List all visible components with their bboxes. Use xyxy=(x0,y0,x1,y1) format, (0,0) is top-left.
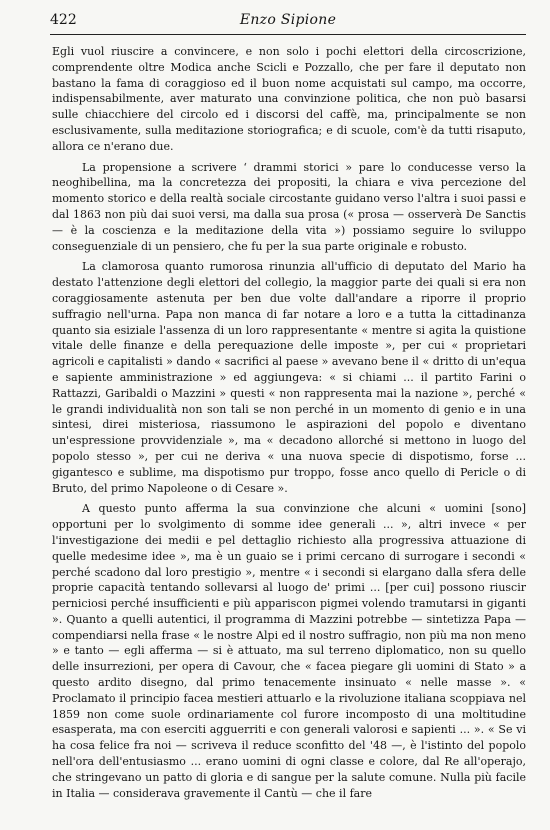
paragraph-4: A questo punto afferma la sua convinzione che alcuni « uomini [sono] opportuni per lo svolgimento di somme idee generali ... », altri invece « per l'investigazione dei medii e pel dettaglio richiesto alla progressiva attuazione di quelle medesime idee », ma è un guaio se i primi cercano di surrogare i secondi « perché scadono dal loro prestigio », mentre « i secondi si elargano dalla sfera delle proprie capacità tentando sollevarsi al luogo de' primi ... [per cui] possono riuscir perniciosi perché insufficienti e più appariscon pigmei volendo tramutarsi in giganti ». Quanto a quelli autentici, il programma di Mazzini potrebbe — sintetizza Papa — compendiarsi nella frase « le nostre Alpi ed il nostro suffragio, non più ma non meno » e tanto — egli afferma — si è attuato, ma sul terreno diplomatico, non su quello delle insurrezioni, per opera di Cavour, che « facea piegare gli uomini di Stato » a questo ardito disegno, dal primo tenacemente insinuato « nelle masse ». « Proclamato il principio facea mestieri attuarlo e la rivoluzione italiana scoppiava nel 1859 non come suole ordinariamente col furore incomposto di una moltitudine esasperata, ma con eserciti agguerriti e con generali valorosi e sapienti ... ». « Se vi ha cosa felice fra noi — scriveva il reduce sconfitto del '48 —, è l'istinto del popolo nell'ora dell'entusiasmo ... erano uomini di ogni classe e colore, dal Re all'operajo, che stringevano un patto di gloria e di sangue per la salute comune. Nulla più facile in Italia — considerava gravemente il Cantù — che il fare xyxy=(52,502,526,800)
page-number: 422 xyxy=(50,12,77,28)
running-head: Enzo Sipione xyxy=(239,12,337,28)
body-text xyxy=(52,44,526,824)
paragraph-1: Egli vuol riuscire a convincere, e non solo i pochi elettori della circoscrizione, comprendente oltre Modica anche Scicli e Pozzallo, che per fare il deputato non bastano la fama di coraggioso ed il buon nome acquistati sul campo, ma occorre, indispensabilmente, aver maturato una convinzione politica, che non può basarsi sulle chiacchiere del circolo ed i discorsi del caffè, ma, principalmente se non esclusivamente, sulla meditazione storiografica; e di scuole, com'è da tutti risaputo, allora ce n'erano due. xyxy=(52,45,526,153)
paragraph-2: La propensione a scrivere ‘ drammi storici » pare lo conducesse verso la neoghibellina, ma la concretezza dei propositi, la chiara e viva percezione del momento storico e della realtà sociale circostante guidano verso l'altra i suoi passi e dal 1863 non più dai suoi versi, ma dalla sua prosa (« prosa — osserverà De Sanctis — è la coscienza e la meditazione della vita ») possiamo seguire lo sviluppo conseguenziale di un pensiero, che fu per la sua parte originale e robusto. xyxy=(52,160,526,253)
paragraph-3: La clamorosa quanto rumorosa rinunzia all'ufficio di deputato del Mario ha destato l'attenzione degli elettori del collegio, la maggior parte dei quali si era non coraggiosamente astenuta per ben due volte dall'andare a riporre il proprio suffragio nell'urna. Papa non manca di far notare a loro e a tutta la cittadinanza quanto sia esiziale l'assenza di un loro rappresentante « mentre si agita la quistione vitale delle finanze e della perequazione delle imposte », per cui « proprietari agricoli e capitalisti » dando « sacrifici al paese » avevano bene il « dritto di un'equa e sapiente amministrazione » ed aggiungeva: « si chiami ... il partito Farini o Rattazzi, Garibaldi o Mazzini » questi « non rappresenta mai la nazione », perché « le grandi individualità non son tali se non perché in un momento di genio e in una sintesi, direi misteriosa, riassumono le aspirazioni del popolo e diventano un'espressione provvidenziale », ma « decadono allorché si mettono in luogo del popolo stesso », per cui ne deriva « una nuova specie di dispotismo, forse ... gigantesco e sublime, ma dispotismo pur troppo, fosse anco quello di Pericle o di Bruto, del primo Napoleone o di Cesare ». xyxy=(52,260,526,495)
page-header xyxy=(50,12,526,35)
